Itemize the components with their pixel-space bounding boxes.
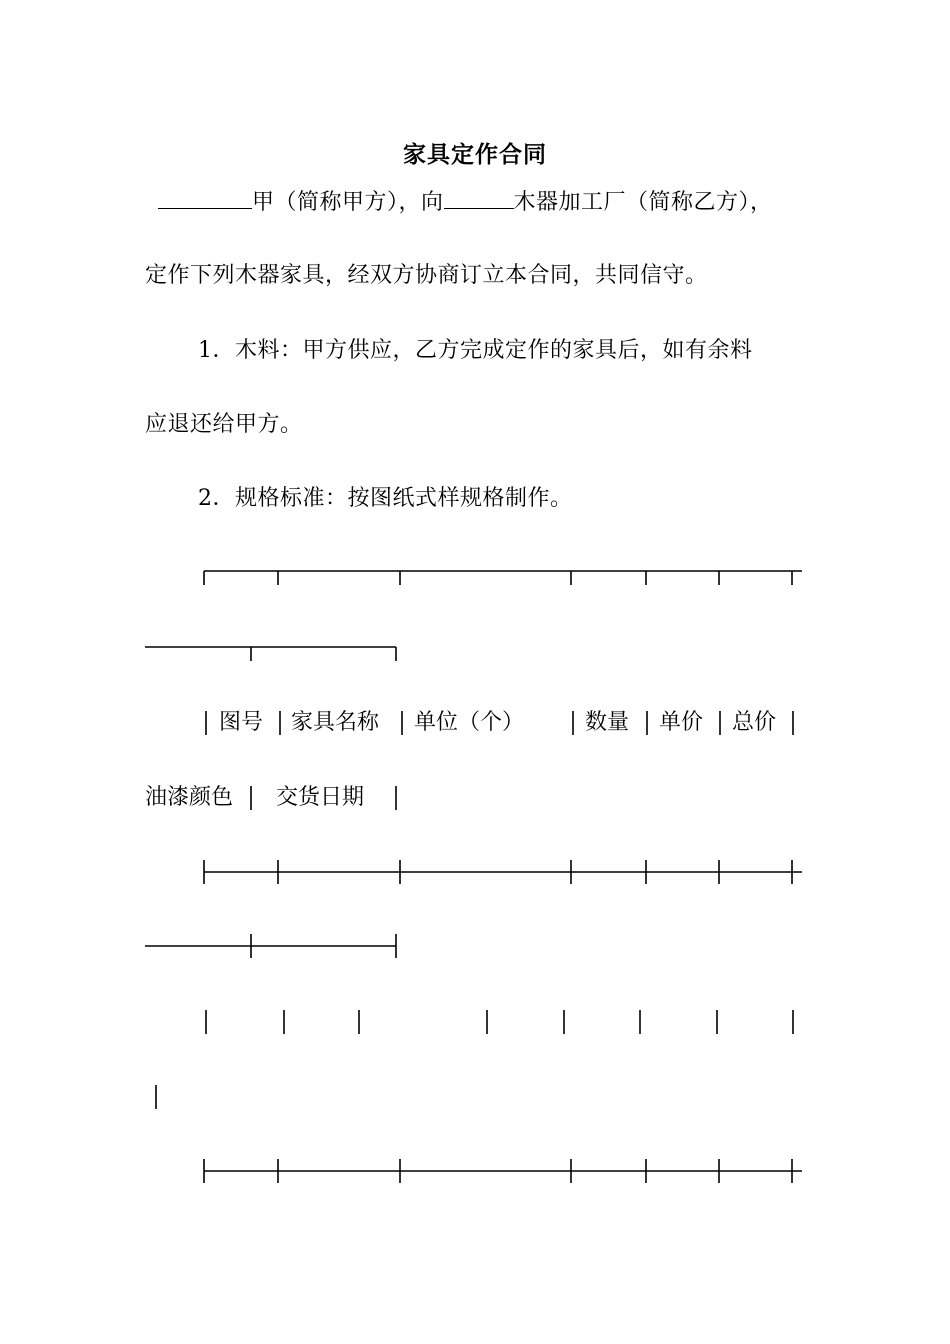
table-empty-row — [156, 1010, 793, 1109]
table-separator-1 — [204, 860, 802, 884]
header-total-price: 总价 — [732, 710, 777, 735]
header-paint-color: 油漆颜色 — [145, 785, 234, 810]
intro-line-2: 定作下列木器家具，经双方协商订立本合同，共同信守。 — [145, 263, 708, 288]
header-delivery-date: 交货日期 — [276, 785, 365, 810]
table-separator-2 — [204, 1159, 802, 1183]
table-separator-1-wrapped — [145, 934, 396, 958]
clause-1-line-1: 1．木料：甲方供应，乙方完成定作的家具后，如有余料 — [198, 338, 753, 363]
clause-1-line-2: 应退还给甲方。 — [145, 412, 303, 437]
intro-part-1: 甲（简称甲方），向 — [252, 190, 444, 215]
header-quantity: 数量 — [585, 710, 630, 735]
page-title: 家具定作合同 — [403, 141, 547, 168]
intro-part-2: 木器加工厂（简称乙方）， — [513, 190, 773, 215]
header-unit-price: 单价 — [659, 710, 704, 735]
header-unit: 单位（个） — [414, 710, 525, 735]
table-top-border — [204, 571, 802, 585]
header-drawing-number: 图号 — [219, 710, 264, 735]
clause-2: 2．规格标准：按图纸式样规格制作。 — [198, 486, 573, 511]
table-top-border-wrapped — [145, 647, 396, 661]
header-furniture-name: 家具名称 — [291, 710, 380, 735]
